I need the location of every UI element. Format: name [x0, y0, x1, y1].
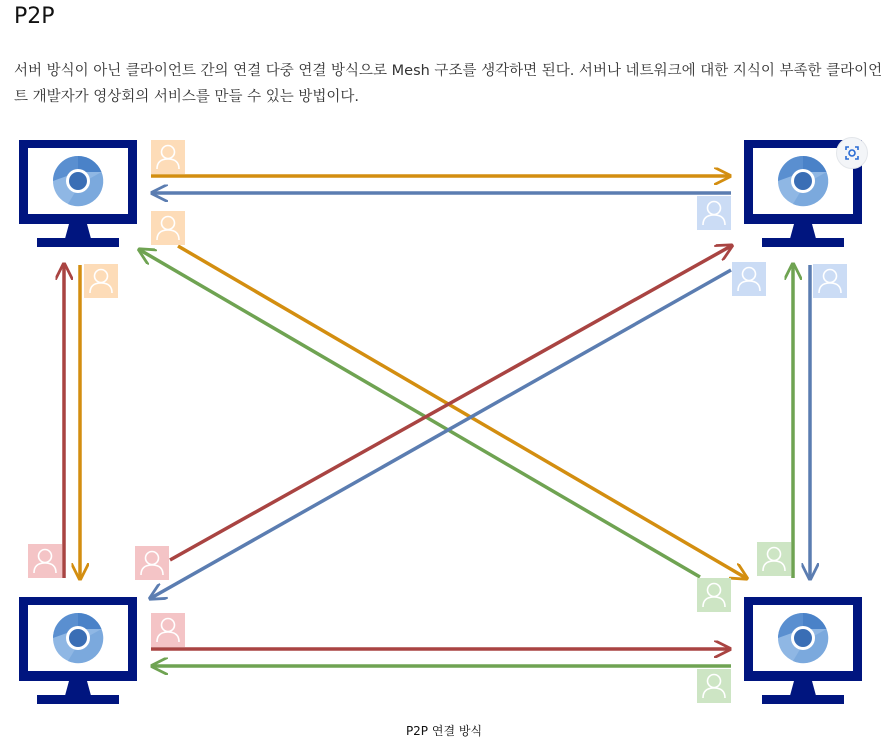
user-badge-blue: [732, 262, 766, 296]
user-badge-orange: [151, 140, 185, 174]
monitor-browser-icon: [19, 597, 137, 704]
page-title: P2P: [14, 4, 55, 29]
peer-bottom-right: [744, 597, 862, 704]
visual-search-button[interactable]: [836, 137, 868, 169]
user-badge-red: [151, 613, 185, 647]
peer-bottom-left: [19, 597, 137, 704]
monitor-browser-icon: [744, 597, 862, 704]
intro-paragraph: 서버 방식이 아닌 클라이언트 간의 연결 다중 연결 방식으로 Mesh 구조를 생각하면 된다. 서버나 네트워크에 대한 지식이 부족한 클라이언트 개발자가 영상회의 서비스를 만들 수 있는 방법이다.: [14, 63, 883, 105]
user-badge-green: [757, 542, 791, 576]
arrow-top-right-to-bottom-left: [151, 270, 731, 598]
user-badge-green: [697, 578, 731, 612]
figure-caption: P2P 연결 방식: [405, 724, 483, 738]
visual-search-icon: [837, 138, 867, 168]
p2p-mesh-diagram: [0, 120, 888, 720]
user-badge-green: [697, 669, 731, 703]
user-badge-red: [135, 546, 169, 580]
user-badge-orange: [151, 211, 185, 245]
user-badge-blue: [813, 264, 847, 298]
peer-top-left: [19, 140, 137, 247]
monitor-browser-icon: [19, 140, 137, 247]
user-badge-blue: [697, 196, 731, 230]
arrow-top-left-to-bottom-right: [178, 246, 746, 578]
user-badge-orange: [84, 264, 118, 298]
user-badge-red: [28, 544, 62, 578]
arrow-bottom-left-to-top-right: [170, 246, 731, 560]
